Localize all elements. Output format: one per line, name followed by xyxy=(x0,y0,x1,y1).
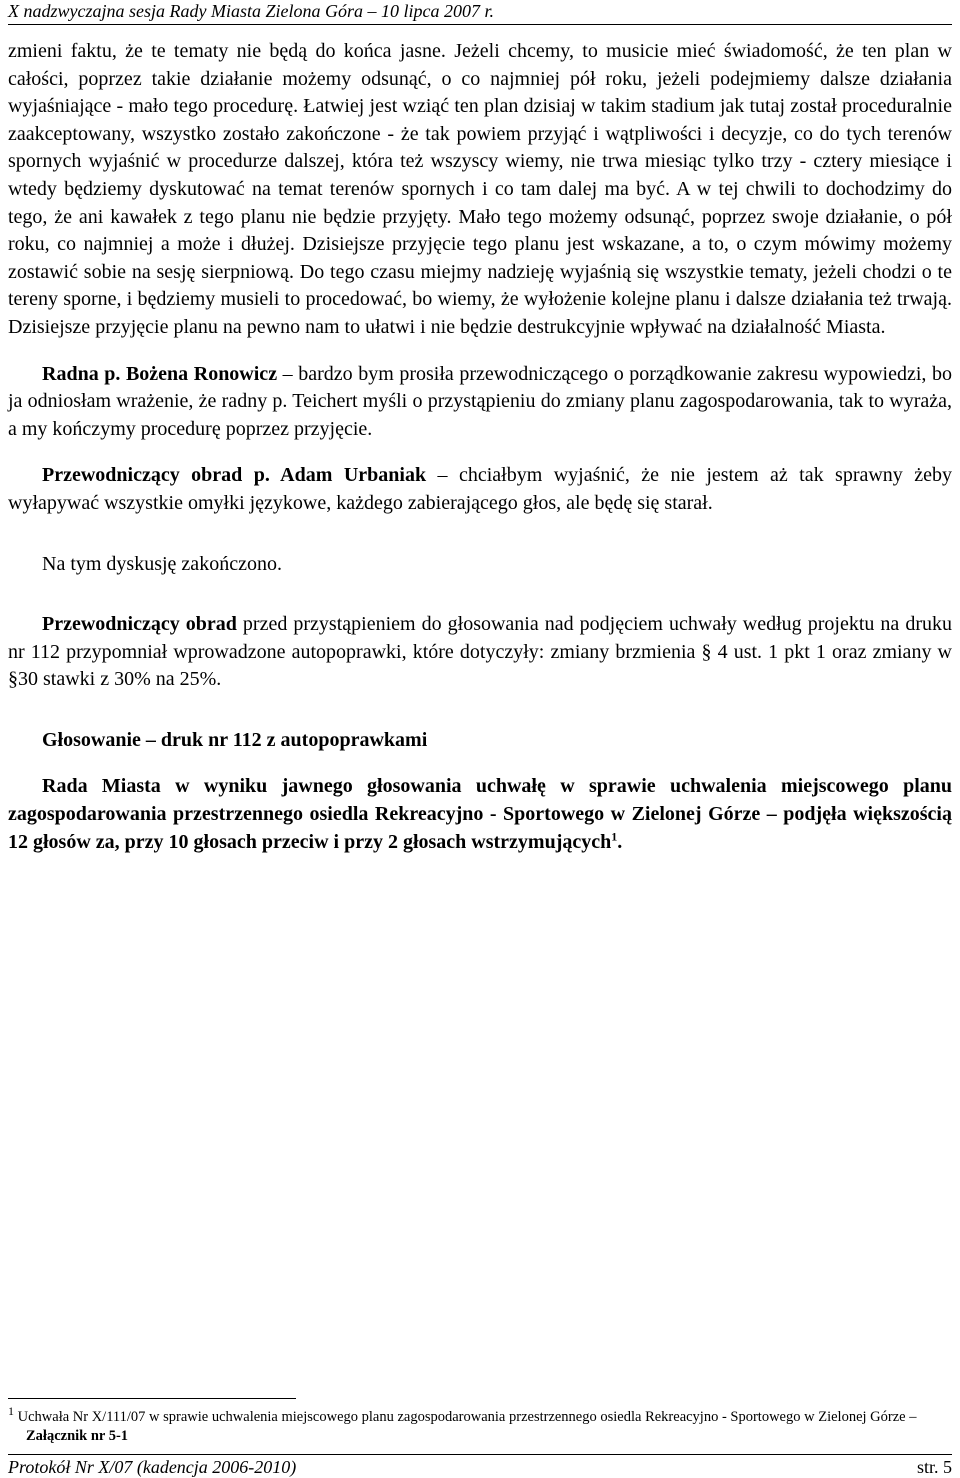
footnote-attachment: Załącznik nr 5-1 xyxy=(26,1428,129,1444)
footnote xyxy=(8,1404,952,1446)
page-footer xyxy=(8,1454,952,1477)
paragraph-speech-continuation: zmieni faktu, że te tematy nie będą do końca jasne. Jeżeli chcemy, to musicie mieć świadomość, że ten plan w całości, poprzez takie działanie możemy odsunąć, o co najmniej pół roku, jeżeli podejmiemy dalsze działania wyjaśniające - mało tego procedurę. Łatwiej jest wziąć ten plan dzisiaj w takim stadium jak tutaj został proceduralnie zaakceptowany, wszystko zostało zakończone - że tak powiem przyjąć i wątpliwości i decyzje, co do tych terenów spornych wyjaśnić w procedurze dalszej, która też wszyscy wiemy, nie trwa miesiąc tylko trzy - cztery miesiące i wtedy będziemy dyskutować na temat terenów spornych i co tam dalej ma być. A w tej chwili to dochodzimy do tego, że ani kawałek z tego planu nie będzie przyjęty. Mało tego możemy odsunąć, poprzez swoje działanie, o pół roku, co najmniej a może i dłużej. Dzisiejsze przyjęcie tego planu jest wskazane, a to, o czym mówimy możemy zostawić sobie na sesję sierpniową. Do tego czasu miejmy nadzieję wyjaśnią się wszystkie tematy, jeżeli chodzi o te tereny sporne, i będziemy musieli to procedować, bo wiemy, że wyłożenie kolejne planu i dalsze działania też trwają. Dzisiejsze przyjęcie planu na pewno nam to ułatwi i nie będzie destrukcyjnie wpływać na działalność Miasta. xyxy=(8,40,952,338)
footer-protocol: Protokół Nr X/07 (kadencja 2006-2010) xyxy=(8,1457,297,1477)
page-number: str. 5 xyxy=(916,1457,952,1477)
footnote-marker: 1 xyxy=(8,1404,14,1419)
footnote-text: Uchwała Nr X/111/07 w sprawie uchwalenia miejscowego planu zagospodarowania przestrzennego osiedla Rekreacyjno - Sportowego w Zielonej Górze – xyxy=(14,1409,917,1425)
paragraph-discussion-closed: Na tym dyskusję zakończono. xyxy=(42,552,282,575)
speaker-name: Radna p. Bożena Ronowicz xyxy=(42,362,278,385)
speaker-name: Przewodniczący obrad xyxy=(42,613,237,636)
vote-heading: Głosowanie – druk nr 112 z autopoprawkami xyxy=(42,728,428,751)
speech-text: przed przystąpieniem do głosowania nad podjęciem uchwały według projektu na druku nr 112 przypomniał wprowadzone autopoprawki, które dotyczyły: zmiany brzmienia § 4 ust. 1 pkt 1 oraz zmiany w §30 stawki z 30% na 25%. xyxy=(8,613,952,691)
page-header xyxy=(8,0,952,25)
resolution-text: Rada Miasta w wyniku jawnego głosowania uchwałę w sprawie uchwalenia miejscowego planu zagospodarowania przestrzennego osiedla Rekreacyjno - Sportowego w Zielonej Górze – podjęła większością 12 głosów za, przy 10 głosach przeciw i przy 2 głosach wstrzymujących xyxy=(8,775,952,853)
paragraph-ronowicz xyxy=(8,361,952,444)
document-body xyxy=(8,38,952,856)
footnote-separator xyxy=(8,1398,296,1399)
speaker-name: Przewodniczący obrad p. Adam Urbaniak xyxy=(42,464,427,487)
header-title: X nadzwyczajna sesja Rady Miasta Zielona Góra – 10 lipca 2007 r. xyxy=(8,1,494,21)
speech-text: – chciałbym wyjaśnić, że nie jestem aż tak sprawny żeby wyłapywać wszystkie omyłki językowe, każdego zabierającego głos, ale będę się starał. xyxy=(8,464,953,514)
speech-text: – bardzo bym prosiła przewodniczącego o porządkowanie zakresu wypowiedzi, bo ja odniosłam wrażenie, że radny p. Teichert myśli o przystąpieniu do zmiany planu zagospodarowania, tak to wyraża, a my kończymy procedurę poprzez przyjęcie. xyxy=(8,362,952,440)
paragraph-urbaniak xyxy=(8,462,952,517)
paragraph-chairman-note xyxy=(8,611,952,694)
footnote-reference: 1 xyxy=(611,829,618,843)
resolution-paragraph: Rada Miasta w wyniku jawnego głosowania uchwałę w sprawie uchwalenia miejscowego planu zagospodarowania przestrzennego osiedla Rekreacyjno - Sportowego w Zielonej Górze – podjęła większością 12 głosów za, przy 10 głosach przeciw i przy 2 głosach wstrzymujących$^1$. xyxy=(8,775,952,853)
